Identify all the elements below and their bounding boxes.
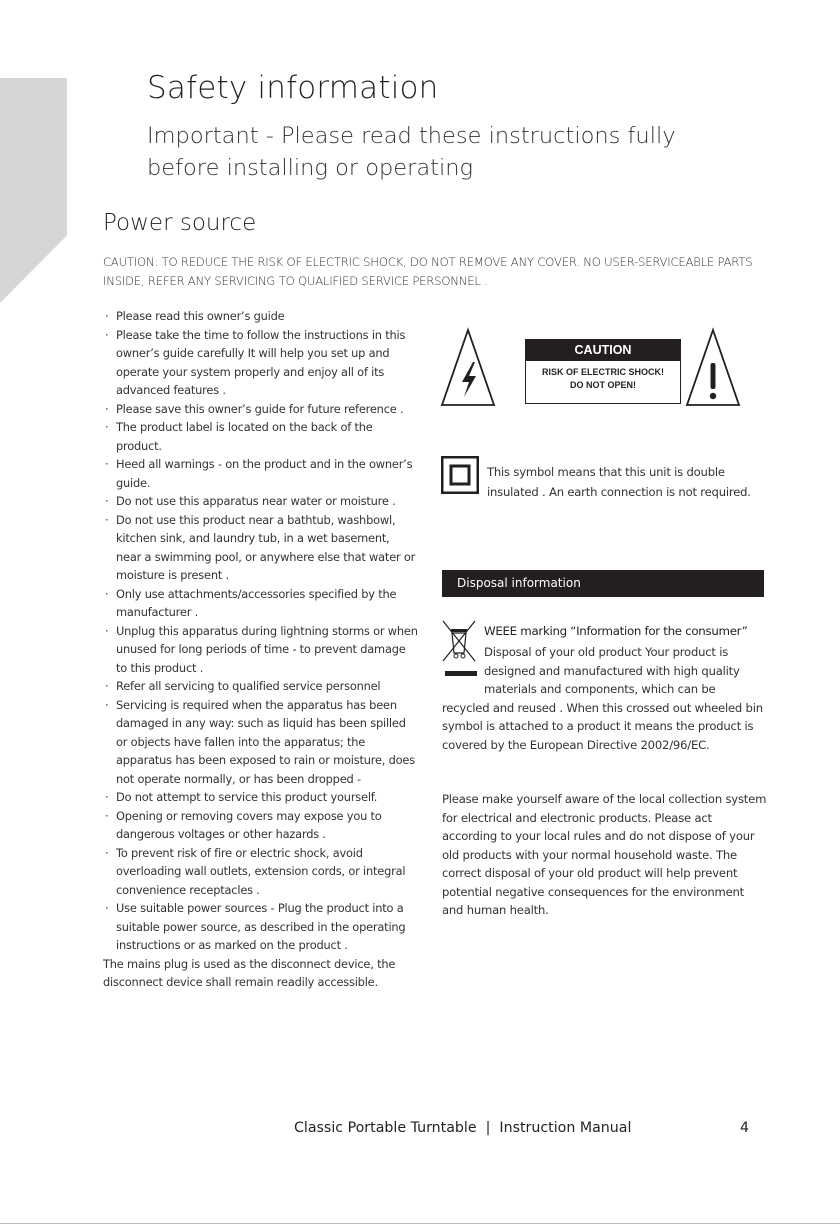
caution-box-title: CAUTION [526, 340, 680, 361]
caution-statement: CAUTION: TO REDUCE THE RISK OF ELECTRIC SHOCK, DO NOT REMOVE ANY COVER. NO USER-SERVICEABLE PARTS INSIDE, REFER ANY SERVICING TO QUALIFIED SERVICE PERSONNEL . [103, 255, 753, 288]
list-item: · Do not attempt to service this product yourself. [103, 788, 418, 807]
list-item: · Servicing is required when the apparatus has been damaged in any way: such as liquid has been spilled or objects have fallen into the apparatus; the apparatus has been exposed to rain or moisture, does not operate normally, or has been dropped - [103, 696, 418, 789]
weee-text-line: designed and manufactured with high quality [484, 663, 740, 678]
list-item: · Heed all warnings - on the product and in the owner’s guide. [103, 455, 418, 492]
lightning-warning-icon [440, 327, 496, 407]
list-item: · Do not use this apparatus near water or moisture . [103, 492, 418, 511]
caution-box-line: DO NOT OPEN! [569, 379, 636, 390]
bottom-divider [0, 1223, 840, 1224]
page-title: Safety information [147, 70, 439, 106]
list-item: · Do not use this product near a bathtub, washbowl, kitchen sink, and laundry tub, in a wet basement, near a swimming pool, or anywhere else that water or moisture is present . [103, 511, 418, 585]
caution-box [525, 339, 681, 404]
list-item: · The product label is located on the back of the product. [103, 418, 418, 455]
double-insulated-icon [441, 456, 479, 494]
list-item: · Please save this owner’s guide for future reference . [103, 400, 418, 419]
weee-text-line: Disposal of your old product Your product is [484, 645, 729, 659]
weee-description [442, 643, 767, 754]
local-collection-text: Please make yourself aware of the local collection system for electrical and electronic products. Please act according to your local rules and do not dispose of your old products with your normal household waste. The correct disposal of your old product will help prevent potential negative consequences for the environment and human health. [442, 792, 767, 917]
list-item: · Only use attachments/accessories specified by the manufacturer . [103, 585, 418, 622]
list-item: · To prevent risk of fire or electric shock, avoid overloading wall outlets, extension cords, or integral convenience receptacles . [103, 844, 418, 900]
caution-warning-label [440, 327, 766, 407]
exclamation-warning-icon [684, 327, 766, 407]
list-item: · Please take the time to follow the instructions in this owner’s guide carefully It will help you set up and operate your system properly and enjoy all of its advanced features . [103, 326, 418, 400]
caution-box-line: RISK OF ELECTRIC SHOCK! [541, 367, 664, 377]
footer-title: Classic Portable Turntable | Instruction Manual [294, 1120, 632, 1136]
disconnect-note: The mains plug is used as the disconnect device, the disconnect device shall remain readily accessible. [103, 956, 396, 989]
safety-bullet-list [103, 307, 418, 992]
list-item: · Refer all servicing to qualified service personnel [103, 677, 418, 696]
section-title-power-source: Power source [103, 210, 257, 236]
list-item: · Unplug this apparatus during lightning storms or when unused for long periods of time - to prevent damage to this product . [103, 622, 418, 678]
page-subtitle: Important - Please read these instructions fully before installing or operating [147, 123, 676, 181]
weee-marking-title: WEEE marking “Information for the consumer” [484, 624, 748, 638]
list-item: · Opening or removing covers may expose you to dangerous voltages or other hazards . [103, 807, 418, 844]
weee-text-line: materials and components, which can be [484, 682, 716, 696]
list-item: · Use suitable power sources - Plug the product into a suitable power source, as described in the operating instructions or as marked on the product . [103, 899, 418, 955]
double-insulation-description: This symbol means that this unit is double insulated . An earth connection is not required. [487, 465, 751, 499]
side-tab-decoration [0, 78, 67, 303]
list-item: · Please read this owner’s guide [103, 307, 418, 326]
weee-text-rest: recycled and reused . When this crossed out wheeled bin symbol is attached to a product it means the product is covered by the European Directive 2002/96/EC. [442, 700, 763, 752]
page-number: 4 [740, 1120, 750, 1136]
disposal-info-bar: Disposal information [442, 570, 764, 597]
